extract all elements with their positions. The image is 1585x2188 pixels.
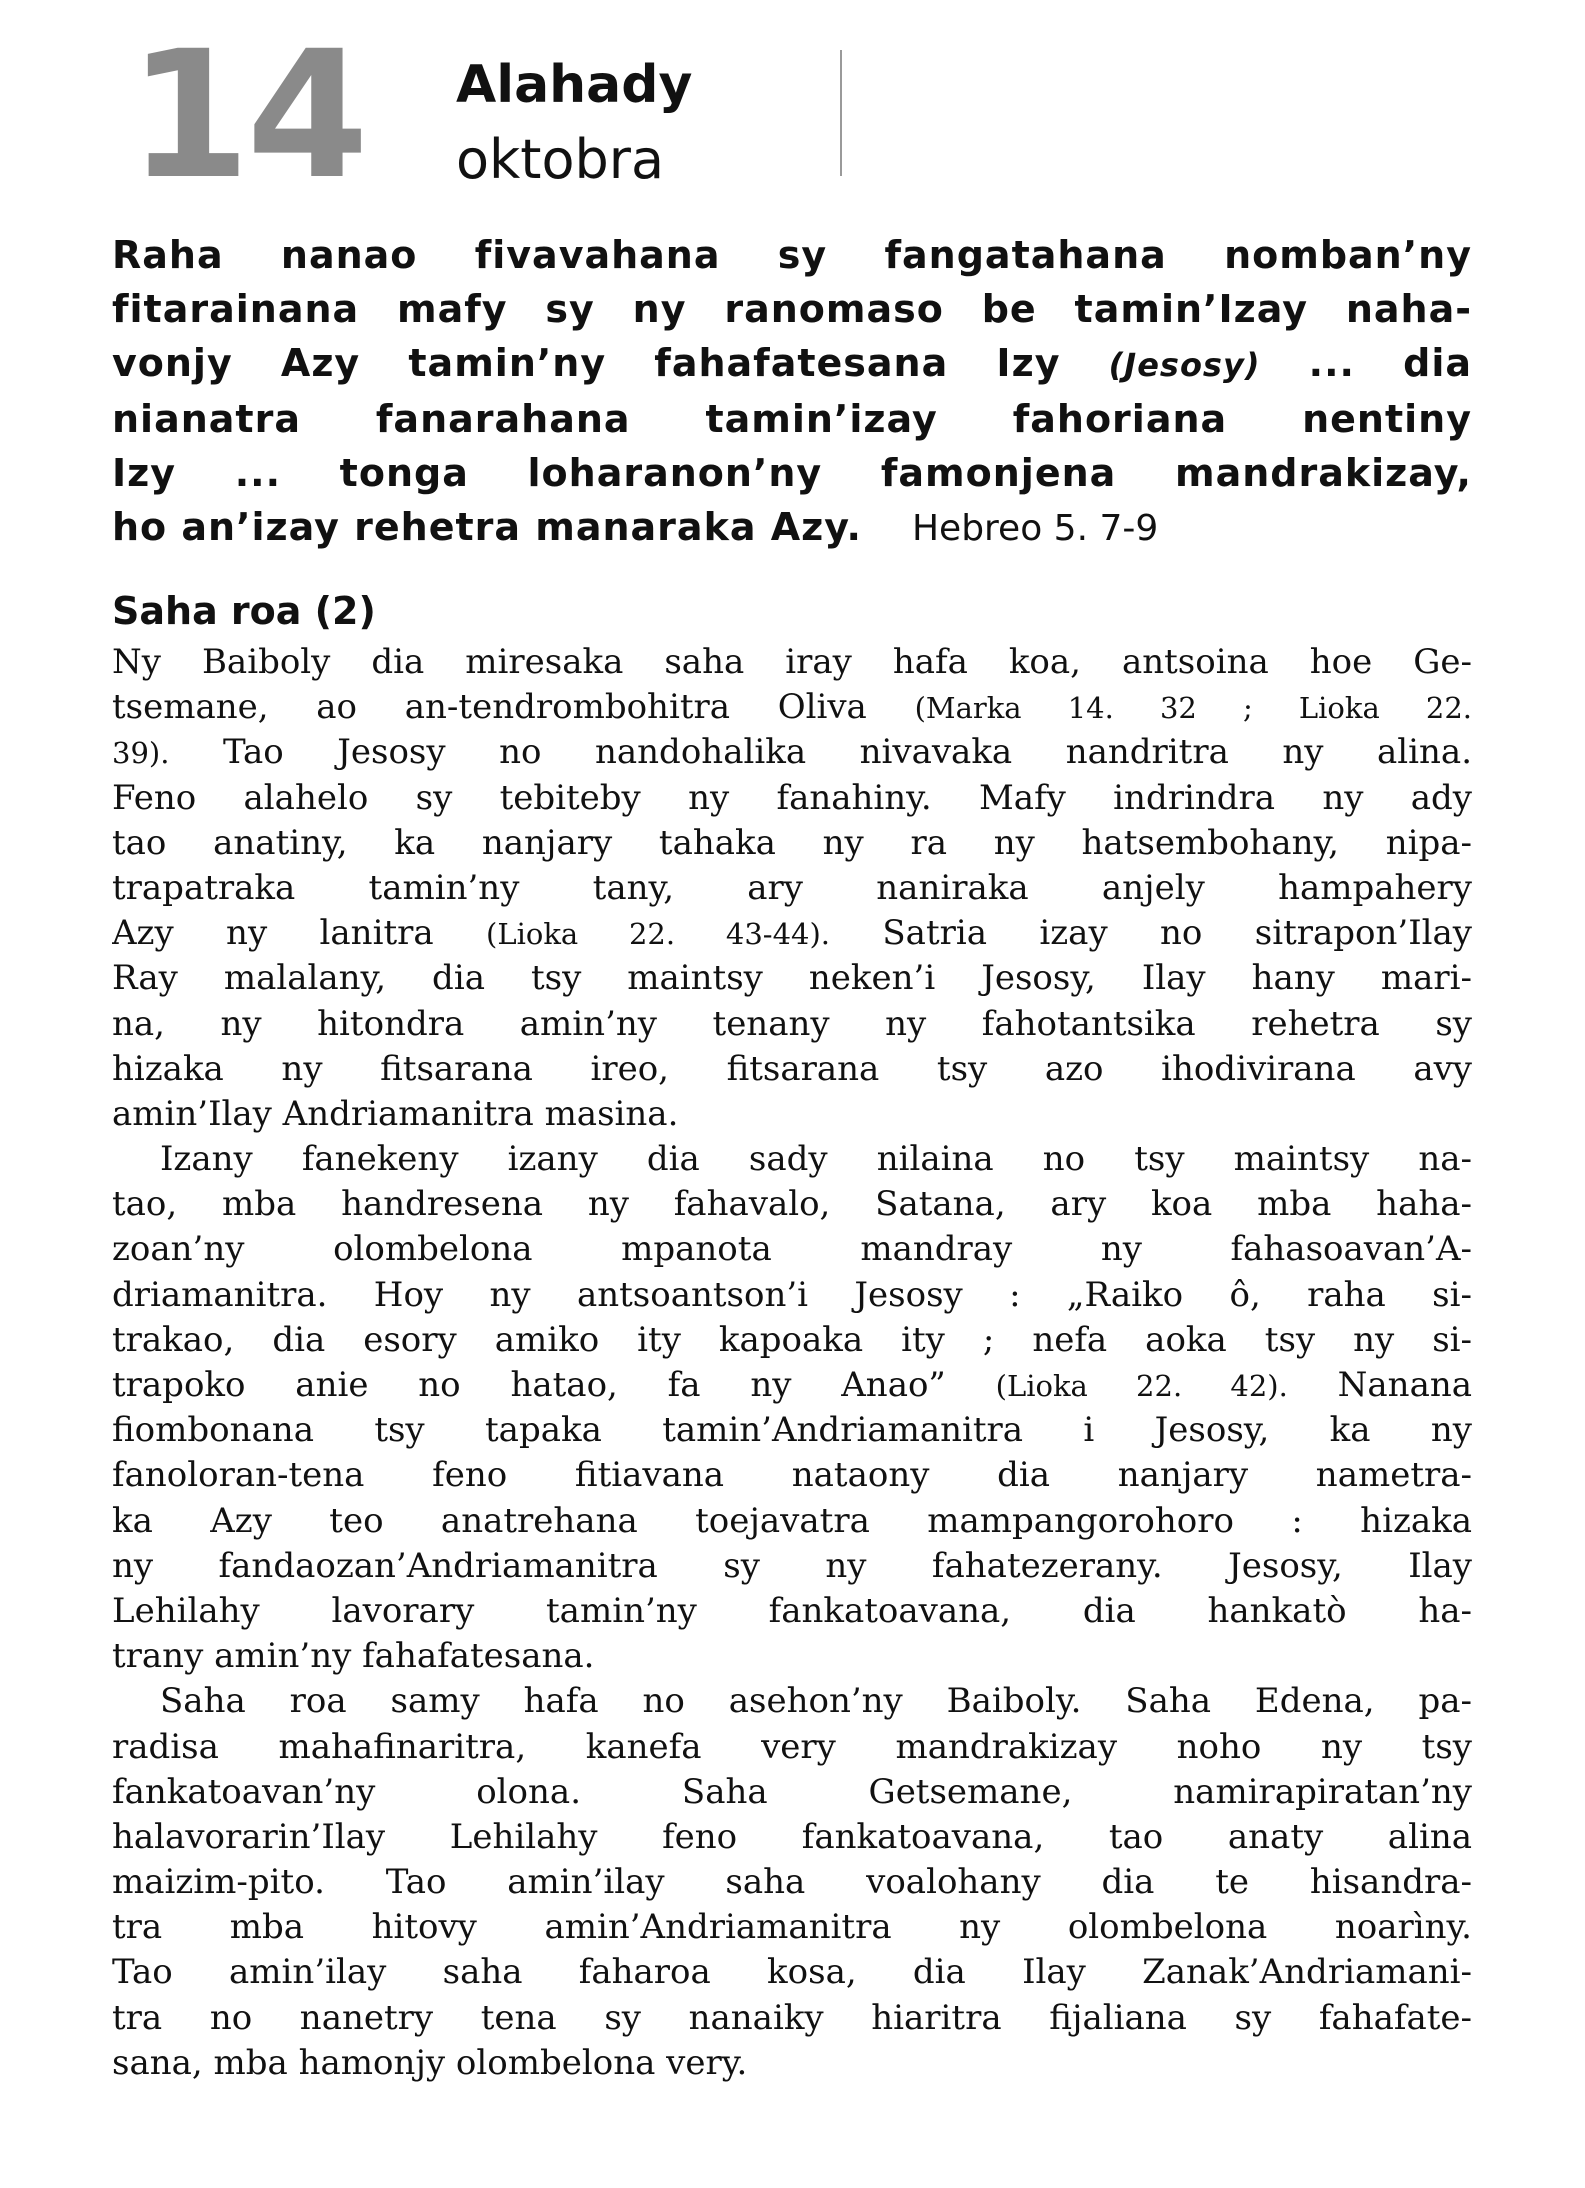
body-line: zoan’ny olombelona mpanota mandray ny fahasoavan’A- <box>112 1229 1472 1270</box>
bible-citation: (Lioka 22. 42). <box>995 1369 1288 1403</box>
body-line: Ny Baiboly dia miresaka saha iray hafa koa, antsoina hoe Ge- <box>112 642 1472 682</box>
body-line: trany amin’ny fahafatesana. <box>112 1636 595 1677</box>
body-text-run: Satria izay no sitrapon’Ilay <box>882 913 1472 954</box>
body-line: halavorarin’Ilay Lehilahy feno fankatoavana, tao anaty alina <box>112 1816 1472 1857</box>
body-line: tao, mba handresena ny fahavalo, Satana, ary koa mba haha- <box>112 1184 1472 1225</box>
section-title: Saha roa (2) <box>112 589 376 633</box>
verse-reference: Hebreo 5. 7-9 <box>911 508 1159 549</box>
body-line <box>112 1363 1472 1408</box>
bible-citation: (Lioka 22. 43-44). <box>486 917 831 952</box>
body-line: tao anatiny, ka nanjary tahaka ny ra ny hatsembohany, nipa- <box>112 822 1472 863</box>
body-line: maizim-pito. Tao amin’ilay saha voalohany dia te hisandra- <box>112 1862 1472 1903</box>
body-line: sana, mba hamonjy olombelona very. <box>112 2042 748 2083</box>
verse-aside: (Jesosy) <box>1108 346 1261 384</box>
bible-verse <box>112 228 1472 556</box>
verse-line: Raha nanao fivavahana sy fangatahana nomban’ny <box>112 233 1472 277</box>
body-line: amin’Ilay Andriamanitra masina. <box>112 1093 679 1134</box>
body-line <box>112 911 1472 956</box>
body-line: Izany fanekeny izany dia sady nilaina no tsy maintsy na- <box>160 1139 1472 1180</box>
weekday: Alahady <box>456 55 693 115</box>
body-line: Tao amin’ilay saha faharoa kosa, dia Ilay Zanak’Andriamani- <box>112 1952 1472 1993</box>
verse-text: vonjy Azy tamin’ny fahafatesana Izy <box>112 341 1061 385</box>
body-line: radisa mahafinaritra, kanefa very mandrakizay noho ny tsy <box>112 1726 1472 1767</box>
verse-line: fitarainana mafy sy ny ranomaso be tamin’Izay naha- <box>112 287 1472 331</box>
body-line: Lehilahy lavorary tamin’ny fankatoavana, dia hankatò ha- <box>112 1590 1472 1631</box>
verse-line: nianatra fanarahana tamin’izay fahoriana nentiny <box>112 397 1472 441</box>
body-line: ka Azy teo anatrehana toejavatra mampangorohoro : hizaka <box>112 1500 1472 1541</box>
verse-line: Izy ... tonga loharanon’ny famonjena mandrakizay, <box>112 451 1472 495</box>
bible-citation: (Marka 14. 32 ; Lioka 22. <box>914 691 1472 726</box>
verse-line <box>112 336 1472 392</box>
body-line: Ray malalany, dia tsy maintsy neken’i Jesosy, Ilay hany mari- <box>112 958 1472 999</box>
body-line <box>112 685 1472 730</box>
month: oktobra <box>456 128 665 191</box>
body-line: ny fandaozan’Andriamanitra sy ny fahatezerany. Jesosy, Ilay <box>112 1545 1472 1586</box>
header-divider <box>840 50 842 176</box>
body-line: hizaka ny fitsarana ireo, fitsarana tsy azo ihodivirana avy <box>112 1048 1472 1089</box>
verse-line <box>112 500 1472 556</box>
body-text <box>112 640 1472 2086</box>
body-line: fankatoavan’ny olona. Saha Getsemane, namirapiratan’ny <box>112 1771 1472 1812</box>
day-number: 14 <box>128 13 365 218</box>
body-text-run: tsemane, ao an-tendrombohitra Oliva <box>112 687 867 728</box>
body-line: tra mba hitovy amin’Andriamanitra ny olombelona noarìny. <box>112 1907 1472 1948</box>
body-text-run: trapoko anie no hatao, fa ny Anao” <box>112 1365 946 1405</box>
body-text-run: Tao Jesosy no nandohalika nivavaka nandritra ny alina. <box>222 732 1472 773</box>
body-line: trapatraka tamin’ny tany, ary naniraka anjely hampahery <box>112 867 1472 908</box>
body-line: Feno alahelo sy tebiteby ny fanahiny. Mafy indrindra ny ady <box>112 777 1472 818</box>
verse-text: ho an’izay rehetra manaraka Azy. <box>112 505 862 549</box>
body-line <box>112 730 1472 775</box>
body-line: fanoloran-tena feno fitiavana nataony dia nanjary nametra- <box>112 1455 1472 1496</box>
body-line: na, ny hitondra amin’ny tenany ny fahotantsika rehetra sy <box>112 1003 1472 1044</box>
bible-citation: 39). <box>112 736 170 771</box>
body-line: Saha roa samy hafa no asehon’ny Baiboly. Saha Edena, pa- <box>160 1681 1472 1722</box>
body-line: trakao, dia esory amiko ity kapoaka ity ; nefa aoka tsy ny si- <box>112 1319 1472 1360</box>
body-line: tra no nanetry tena sy nanaiky hiaritra fijaliana sy fahafate- <box>112 1997 1472 2038</box>
body-text-run: Azy ny lanitra <box>112 913 434 954</box>
verse-text: ... dia <box>1308 341 1472 385</box>
body-line: fiombonana tsy tapaka tamin’Andriamanitra i Jesosy, ka ny <box>112 1410 1472 1451</box>
body-text-run: Nanana <box>1337 1365 1472 1405</box>
body-line: driamanitra. Hoy ny antsoantson’i Jesosy : „Raiko ô, raha si- <box>112 1274 1472 1315</box>
